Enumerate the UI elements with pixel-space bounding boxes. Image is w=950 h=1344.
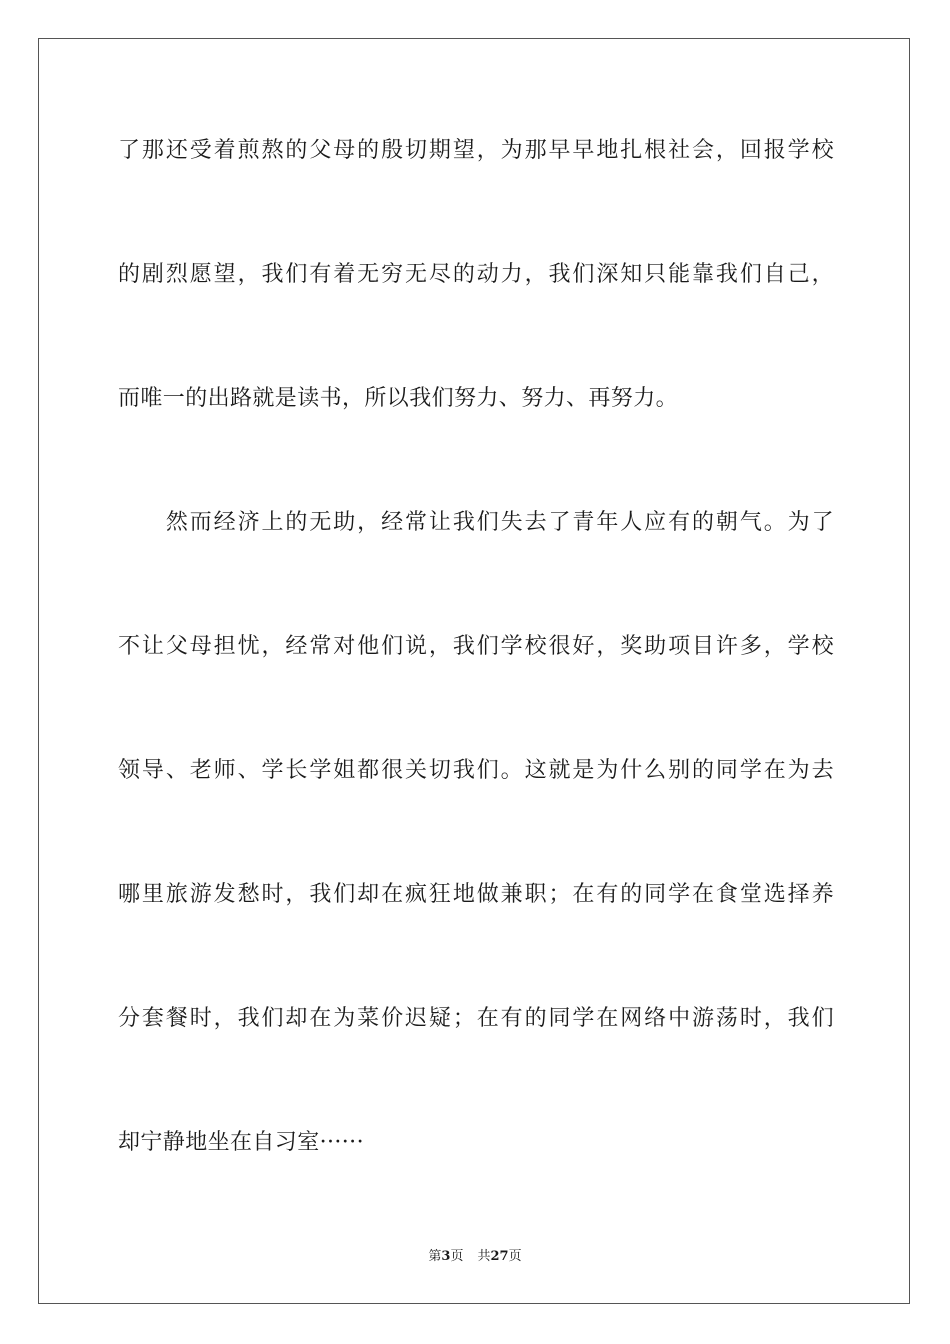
- page-border: [38, 38, 910, 1304]
- paragraph-line-2: 的剧烈愿望，我们有着无穷无尽的动力，我们深知只能靠我们自己，: [118, 262, 834, 287]
- page-suffix: 页: [450, 1249, 464, 1264]
- total-suffix: 页: [508, 1249, 522, 1264]
- page-prefix: 第: [428, 1249, 442, 1264]
- paragraph-line-7: 哪里旅游发愁时，我们却在疯狂地做兼职；在有的同学在食堂选择养: [118, 882, 834, 907]
- paragraph-line-6: 领导、老师、学长学姐都很关切我们。这就是为什么别的同学在为去: [118, 758, 834, 783]
- paragraph-line-1: 了那还受着煎熬的父母的殷切期望，为那早早地扎根社会，回报学校: [118, 138, 834, 163]
- page-number: 3: [441, 1249, 451, 1264]
- paragraph-line-8: 分套餐时，我们却在为菜价迟疑；在有的同学在网络中游荡时，我们: [118, 1006, 834, 1031]
- paragraph-line-9: 却宁静地坐在自习室······: [118, 1130, 364, 1155]
- total-pages: 27: [490, 1249, 509, 1264]
- paragraph-line-5: 不让父母担忧，经常对他们说，我们学校很好，奖助项目许多，学校: [118, 634, 834, 659]
- total-prefix: 共: [477, 1249, 491, 1264]
- paragraph-line-3: 而唯一的出路就是读书，所以我们努力、努力、再努力。: [118, 386, 679, 411]
- page-footer: [0, 1248, 950, 1266]
- paragraph-line-4: 然而经济上的无助，经常让我们失去了青年人应有的朝气。为了: [118, 510, 834, 535]
